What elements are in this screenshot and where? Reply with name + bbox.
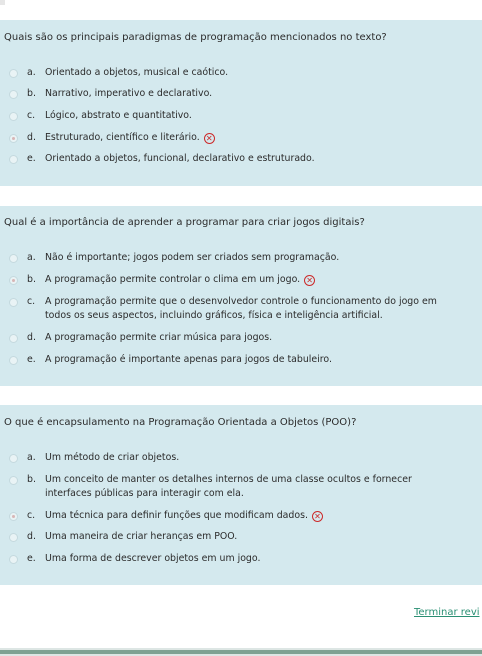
answer-letter: d. (27, 332, 36, 343)
circled-x-icon: ✕ (204, 133, 215, 144)
answer-text: Lógico, abstrato e quantitativo. (45, 110, 192, 121)
answer-letter: e. (27, 153, 36, 164)
answer-option[interactable] (0, 473, 482, 503)
answer-text: Orientado a objetos, musical e caótico. (45, 67, 229, 78)
question-1 (0, 20, 482, 186)
question-text: O que é encapsulamento na Programação Orientada a Objetos (POO)? (4, 417, 357, 428)
answer-text: A programação permite controlar o clima em um jogo. (45, 274, 301, 285)
answer-text: Um conceito de manter os detalhes internos de uma classe ocultos e fornecer (45, 474, 412, 485)
answer-letter: e. (27, 354, 36, 365)
answer-option[interactable] (0, 295, 482, 325)
radio-button[interactable] (9, 112, 18, 121)
finish-review-link[interactable]: Terminar revi (414, 607, 480, 618)
circled-x-icon: ✕ (304, 275, 315, 286)
answer-letter: b. (27, 474, 36, 485)
answer-letter: b. (27, 88, 36, 99)
answer-text: Não é importante; jogos podem ser criados sem programação. (45, 252, 340, 263)
answer-text: A programação é importante apenas para jogos de tabuleiro. (45, 354, 332, 365)
answer-letter: b. (27, 274, 36, 285)
answer-text: Narrativo, imperativo e declarativo. (45, 88, 213, 99)
radio-button[interactable] (9, 298, 18, 307)
radio-button-selected[interactable] (9, 134, 18, 143)
answer-letter: e. (27, 553, 36, 564)
answer-letter: a. (27, 452, 36, 463)
answer-text: A programação permite criar música para jogos. (45, 332, 273, 343)
answer-letter: c. (27, 110, 36, 121)
answer-text-line (45, 509, 323, 523)
radio-button[interactable] (9, 334, 18, 343)
answer-text-line (45, 131, 215, 145)
answer-option[interactable] (0, 152, 482, 168)
answer-letter: c. (27, 510, 36, 521)
radio-button-selected[interactable] (9, 512, 18, 521)
radio-button[interactable] (9, 454, 18, 463)
answer-text: A programação permite que o desenvolvedor controle o funcionamento do jogo em (45, 296, 437, 307)
radio-button[interactable] (9, 476, 18, 485)
answer-letter: a. (27, 252, 36, 263)
radio-button[interactable] (9, 555, 18, 564)
answer-text: Uma forma de descrever objetos em um jogo. (45, 553, 261, 564)
answer-option[interactable] (0, 552, 482, 568)
radio-button-selected[interactable] (9, 276, 18, 285)
answer-letter: a. (27, 67, 36, 78)
answer-option[interactable] (0, 353, 482, 369)
bottom-bar-stripe (0, 650, 482, 654)
radio-button[interactable] (9, 533, 18, 542)
radio-button[interactable] (9, 90, 18, 99)
answer-text: Uma maneira de criar heranças em POO. (45, 531, 238, 542)
answer-letter: d. (27, 531, 36, 542)
radio-button[interactable] (9, 254, 18, 263)
radio-button[interactable] (9, 356, 18, 365)
answer-text: Estruturado, científico e literário. (45, 132, 200, 143)
answer-text-continued: todos os seus aspectos, incluindo gráficos, física e inteligência artificial. (45, 310, 383, 321)
question-2 (0, 206, 482, 386)
answer-letter: c. (27, 296, 36, 307)
bottom-bar (0, 648, 482, 656)
answer-option[interactable] (0, 331, 482, 347)
answer-option-selected[interactable] (0, 131, 482, 147)
answer-text-line (45, 273, 315, 287)
question-text: Quais são os principais paradigmas de programação mencionados no texto? (4, 32, 387, 43)
question-text: Qual é a importância de aprender a programar para criar jogos digitais? (4, 217, 365, 228)
top-bar (0, 0, 482, 10)
answer-option[interactable] (0, 109, 482, 125)
answer-option[interactable] (0, 66, 482, 82)
answer-option[interactable] (0, 451, 482, 467)
answer-option-selected[interactable] (0, 273, 482, 289)
answer-option-selected[interactable] (0, 509, 482, 525)
answer-text: Orientado a objetos, funcional, declarativo e estruturado. (45, 153, 315, 164)
answer-text-continued: interfaces públicas para interagir com ela. (45, 488, 244, 499)
top-bar-edge (0, 0, 5, 5)
answer-option[interactable] (0, 251, 482, 267)
radio-button[interactable] (9, 155, 18, 164)
answer-letter: d. (27, 132, 36, 143)
answer-text: Um método de criar objetos. (45, 452, 180, 463)
question-3 (0, 405, 482, 585)
answer-option[interactable] (0, 87, 482, 103)
answer-text: Uma técnica para definir funções que modificam dados. (45, 510, 308, 521)
circled-x-icon: ✕ (312, 511, 323, 522)
answer-option[interactable] (0, 530, 482, 546)
radio-button[interactable] (9, 69, 18, 78)
